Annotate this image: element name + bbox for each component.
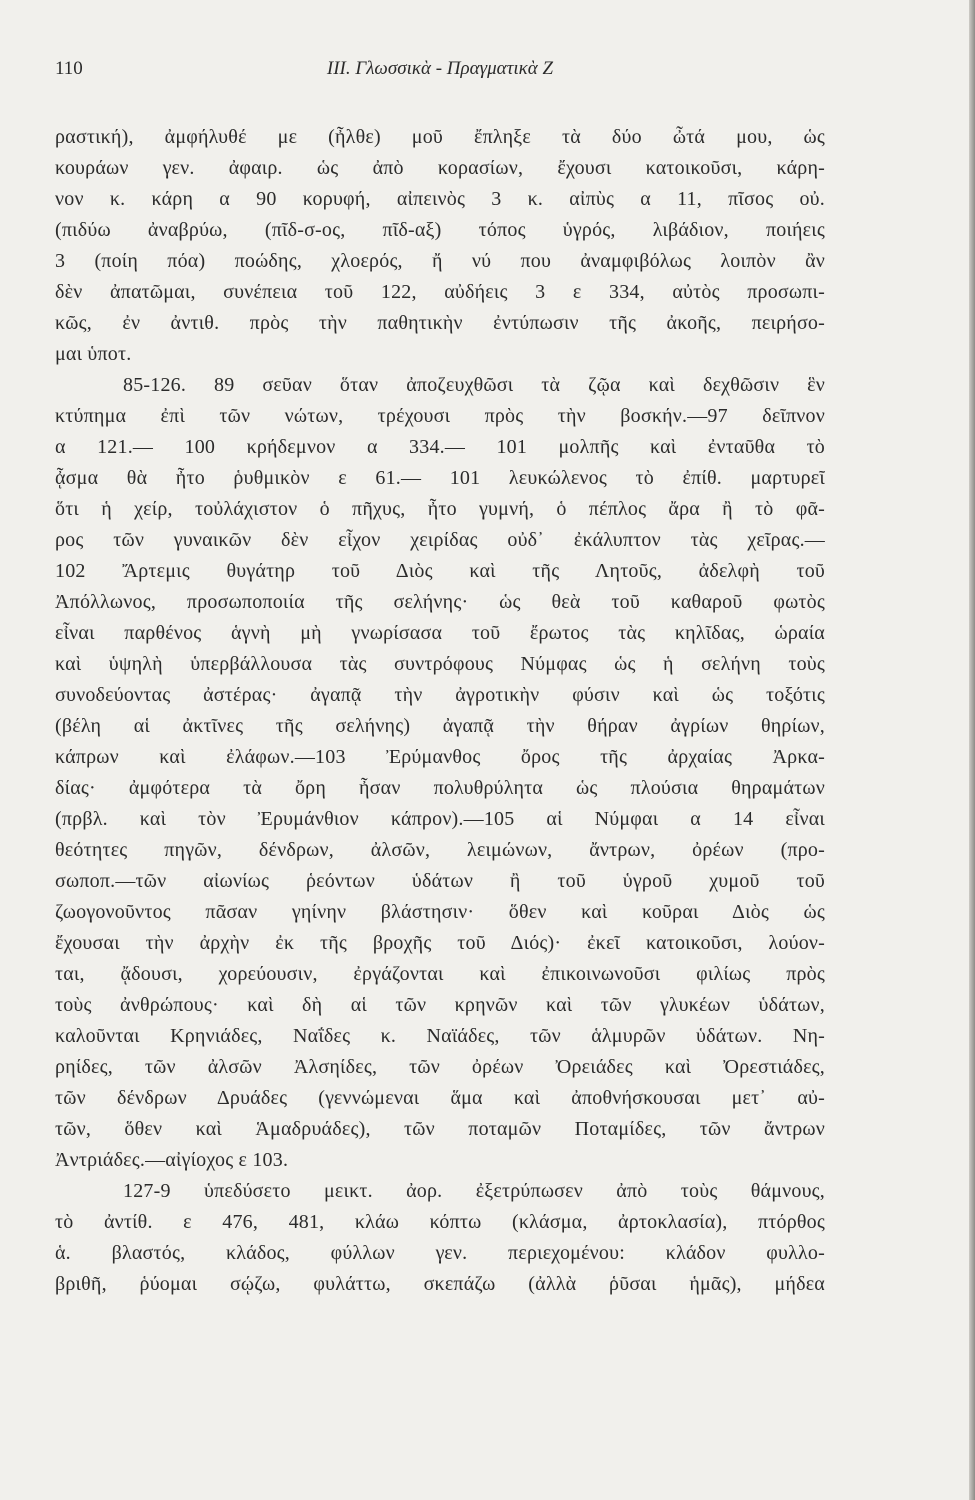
text-line: μαι ὑποτ.: [55, 343, 132, 365]
text-line: ρηίδες, τῶν ἀλσῶν Ἀλσηίδες, τῶν ὀρέων Ὀρειάδες καὶ Ὀρεστιάδες,: [55, 1056, 825, 1078]
text-line: ὅτι ἡ χείρ, τοὐλάχιστον ὁ πῆχυς, ἦτο γυμνή, ὁ πέπλος ἄρα ἢ τὸ φᾶ-: [55, 498, 825, 520]
text-line: 127-9 ὑπεδύσετο μεικτ. ἀορ. ἐξετρύπωσεν ἀπὸ τοὺς θάμνους,: [123, 1180, 825, 1202]
text-line: Ἀντριάδες.—αἰγίοχος ε 103.: [55, 1149, 289, 1171]
text-line: σωποπ.—τῶν αἰωνίως ῥεόντων ὑδάτων ἢ τοῦ ὑγροῦ χυμοῦ τοῦ: [55, 870, 825, 892]
text-line: 85-126. 89 σεῦαν ὅταν ἀποζευχθῶσι τὰ ζῷα καὶ δεχθῶσιν ἓν: [123, 374, 825, 396]
text-line: τὸ ἀντίθ. ε 476, 481, κλάω κόπτω (κλάσμα, ἀρτοκλασία), πτόρθος: [55, 1211, 825, 1233]
text-line: κουράων γεν. ἀφαιρ. ὡς ἀπὸ κορασίων, ἔχουσι κατοικοῦσι, κάρη-: [55, 157, 825, 179]
text-line: κῶς, ἐν ἀντιθ. πρὸς τὴν παθητικὴν ἐντύπωσιν τῆς ἀκοῆς, πειρήσο-: [55, 312, 825, 334]
text-line: κάπρων καὶ ἐλάφων.—103 Ἐρύμανθος ὄρος τῆς ἀρχαίας Ἀρκα-: [55, 746, 825, 768]
text-line: κτύπημα ἐπὶ τῶν νώτων, τρέχουσι πρὸς τὴν βοσκήν.—97 δεῖπνον: [55, 405, 825, 427]
text-line: καλοῦνται Κρηνιάδες, Ναΐδες κ. Ναϊάδες, τῶν ἁλμυρῶν ὑδάτων. Νη-: [55, 1025, 825, 1047]
page-header: [55, 58, 825, 94]
text-line: βριθῆ, ῥύομαι σῴζω, φυλάττω, σκεπάζω (ἀλλὰ ῥῦσαι ἡμᾶς), μήδεα: [55, 1273, 825, 1295]
text-line: ἔχουσαι τὴν ἀρχὴν ἐκ τῆς βροχῆς τοῦ Διός)· ἐκεῖ κατοικοῦσι, λούον-: [55, 932, 825, 954]
text-line: συνοδεύοντας ἀστέρας· ἀγαπᾷ τὴν ἀγροτικὴν φύσιν καὶ ὡς τοξότις: [55, 684, 825, 706]
text-line: δίας· ἀμφότερα τὰ ὄρη ἦσαν πολυθρύλητα ὡς πλούσια θηραμάτων: [55, 777, 825, 799]
text-line: τῶν, ὅθεν καὶ Ἁμαδρυάδες), τῶν ποταμῶν Ποταμίδες, τῶν ἄντρων: [55, 1118, 825, 1140]
text-line: 102 Ἄρτεμις θυγάτηρ τοῦ Διὸς καὶ τῆς Λητοῦς, ἀδελφὴ τοῦ: [55, 560, 825, 582]
running-head: ΙΙΙ. Γλωσσικὰ - Πραγματικὰ Ζ: [326, 58, 554, 79]
text-line: α 121.— 100 κρήδεμνον α 334.— 101 μολπῆς καὶ ἐνταῦθα τὸ: [55, 436, 825, 458]
text-line: ρος τῶν γυναικῶν δὲν εἶχον χειρίδας οὐδ᾽ ἐκάλυπτον τὰς χεῖρας.—: [55, 529, 825, 551]
commentary-text: [55, 122, 825, 1300]
text-line: ζωογονοῦντος πᾶσαν γηίνην βλάστησιν· ὅθεν καὶ κοῦραι Διὸς ὡς: [55, 901, 825, 923]
text-line: τοὺς ἀνθρώπους· καὶ δὴ αἱ τῶν κρηνῶν καὶ τῶν γλυκέων ὑδάτων,: [55, 994, 825, 1016]
text-line: (πρβλ. καὶ τὸν Ἐρυμάνθιον κάπρον).—105 αἱ Νύμφαι α 14 εἶναι: [55, 808, 825, 830]
text-line: Ἀπόλλωνος, προσωποποιία τῆς σελήνης· ὡς θεὰ τοῦ καθαροῦ φωτὸς: [55, 591, 825, 613]
text-line: θεότητες πηγῶν, δένδρων, ἀλσῶν, λειμώνων, ἄντρων, ὀρέων (προ-: [55, 839, 825, 861]
text-line: δὲν ἀπατῶμαι, συνέπεια τοῦ 122, αὐδήεις 3 ε 334, αὐτὸς προσωπι-: [55, 281, 825, 303]
text-line: ται, ᾄδουσι, χορεύουσιν, ἐργάζονται καὶ ἐπικοινωνοῦσι φιλίως πρὸς: [55, 963, 825, 985]
text-line: ἁ. βλαστός, κλάδος, φύλλων γεν. περιεχομένου: κλάδον φυλλο-: [55, 1242, 825, 1264]
text-line: εἶναι παρθένος ἁγνὴ μὴ γνωρίσασα τοῦ ἔρωτος τὰς κηλῖδας, ὡραία: [55, 622, 825, 644]
text-line: καὶ ὑψηλὴ ὑπερβάλλουσα τὰς συντρόφους Νύμφας ὡς ἡ σελήνη τοὺς: [55, 653, 825, 675]
text-line: (πιδύω ἀναβρύω, (πῖδ-σ-ος, πῖδ-αξ) τόπος ὑγρός, λιβάδιον, ποιήεις: [55, 219, 825, 241]
text-line: ᾆσμα θὰ ἦτο ῥυθμικὸν ε 61.— 101 λευκώλενος τὸ ἐπίθ. μαρτυρεῖ: [55, 467, 825, 489]
page-number: 110: [55, 58, 83, 79]
text-line: νον κ. κάρη α 90 κορυφή, αἰπεινὸς 3 κ. αἰπὺς α 11, πῖσος οὐ.: [55, 188, 825, 210]
page-edge-shadow: [969, 0, 975, 1500]
text-line: τῶν δένδρων Δρυάδες (γεννώμεναι ἅμα καὶ ἀποθνήσκουσαι μετ᾽ αὐ-: [55, 1087, 825, 1109]
text-line: (βέλη αἱ ἀκτῖνες τῆς σελήνης) ἀγαπᾷ τὴν θήραν ἀγρίων θηρίων,: [55, 715, 825, 737]
text-line: ραστική), ἀμφήλυθέ με (ἦλθε) μοῦ ἔπληξε τὰ δύο ὦτά μου, ὡς: [55, 126, 825, 148]
text-line: 3 (ποίη πόα) ποώδης, χλοερός, ἤ νύ που ἀναμφιβόλως λοιπὸν ἂν: [55, 250, 825, 272]
